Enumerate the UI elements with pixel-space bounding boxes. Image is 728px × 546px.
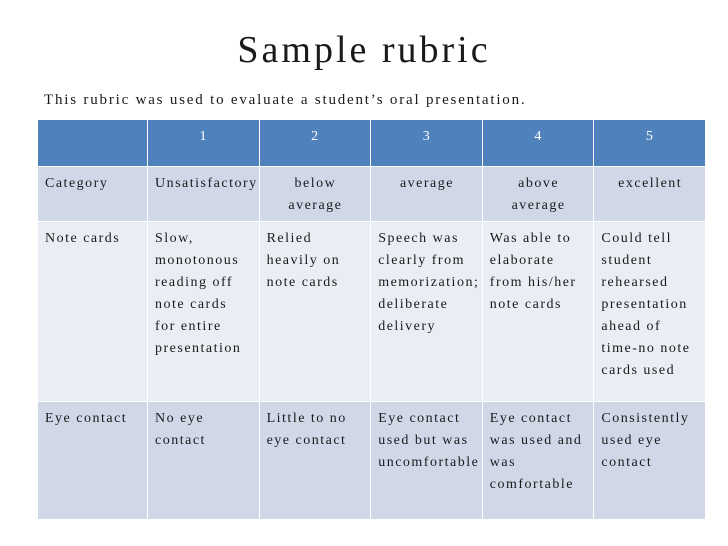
table-row [38, 222, 706, 402]
header-cell-2: 2 [259, 120, 371, 167]
table-cell: Relied heavily on note cards [259, 222, 371, 402]
table-cell: Could tell student rehearsed presentation ahead of time-no note cards used [594, 222, 706, 402]
header-cell-blank [38, 120, 148, 167]
table-cell: Was able to elaborate from his/her note cards [482, 222, 594, 402]
header-cell-5: 5 [594, 120, 706, 167]
header-row [38, 120, 706, 167]
table-cell: Eye contact was used and was comfortable [482, 402, 594, 520]
header-cell-3: 3 [371, 120, 483, 167]
table-cell: Speech was clearly from memorization; deliberate delivery [371, 222, 483, 402]
table-cell: No eye contact [148, 402, 260, 520]
table-row [38, 402, 706, 520]
category-label: Category [38, 167, 148, 222]
category-row [38, 167, 706, 222]
category-unsatisfactory: Unsatisfactory [148, 167, 260, 222]
category-average: average [371, 167, 483, 222]
subtitle: This rubric was used to evaluate a student’s oral presentation. [44, 92, 527, 108]
row-label-eye-contact: Eye contact [38, 402, 148, 520]
table-cell: Eye contact used but was uncomfortable [371, 402, 483, 520]
table-cell: Little to no eye contact [259, 402, 371, 520]
page-title: Sample rubric [237, 29, 491, 71]
category-below-average: below average [259, 167, 371, 222]
header-cell-1: 1 [148, 120, 260, 167]
header-cell-4: 4 [482, 120, 594, 167]
table-cell: Slow, monotonous reading off note cards for entire presentation [148, 222, 260, 402]
rubric-table [37, 119, 706, 520]
category-above-average: above average [482, 167, 594, 222]
category-excellent: excellent [594, 167, 706, 222]
row-label-note-cards: Note cards [38, 222, 148, 402]
table-cell: Consistently used eye contact [594, 402, 706, 520]
